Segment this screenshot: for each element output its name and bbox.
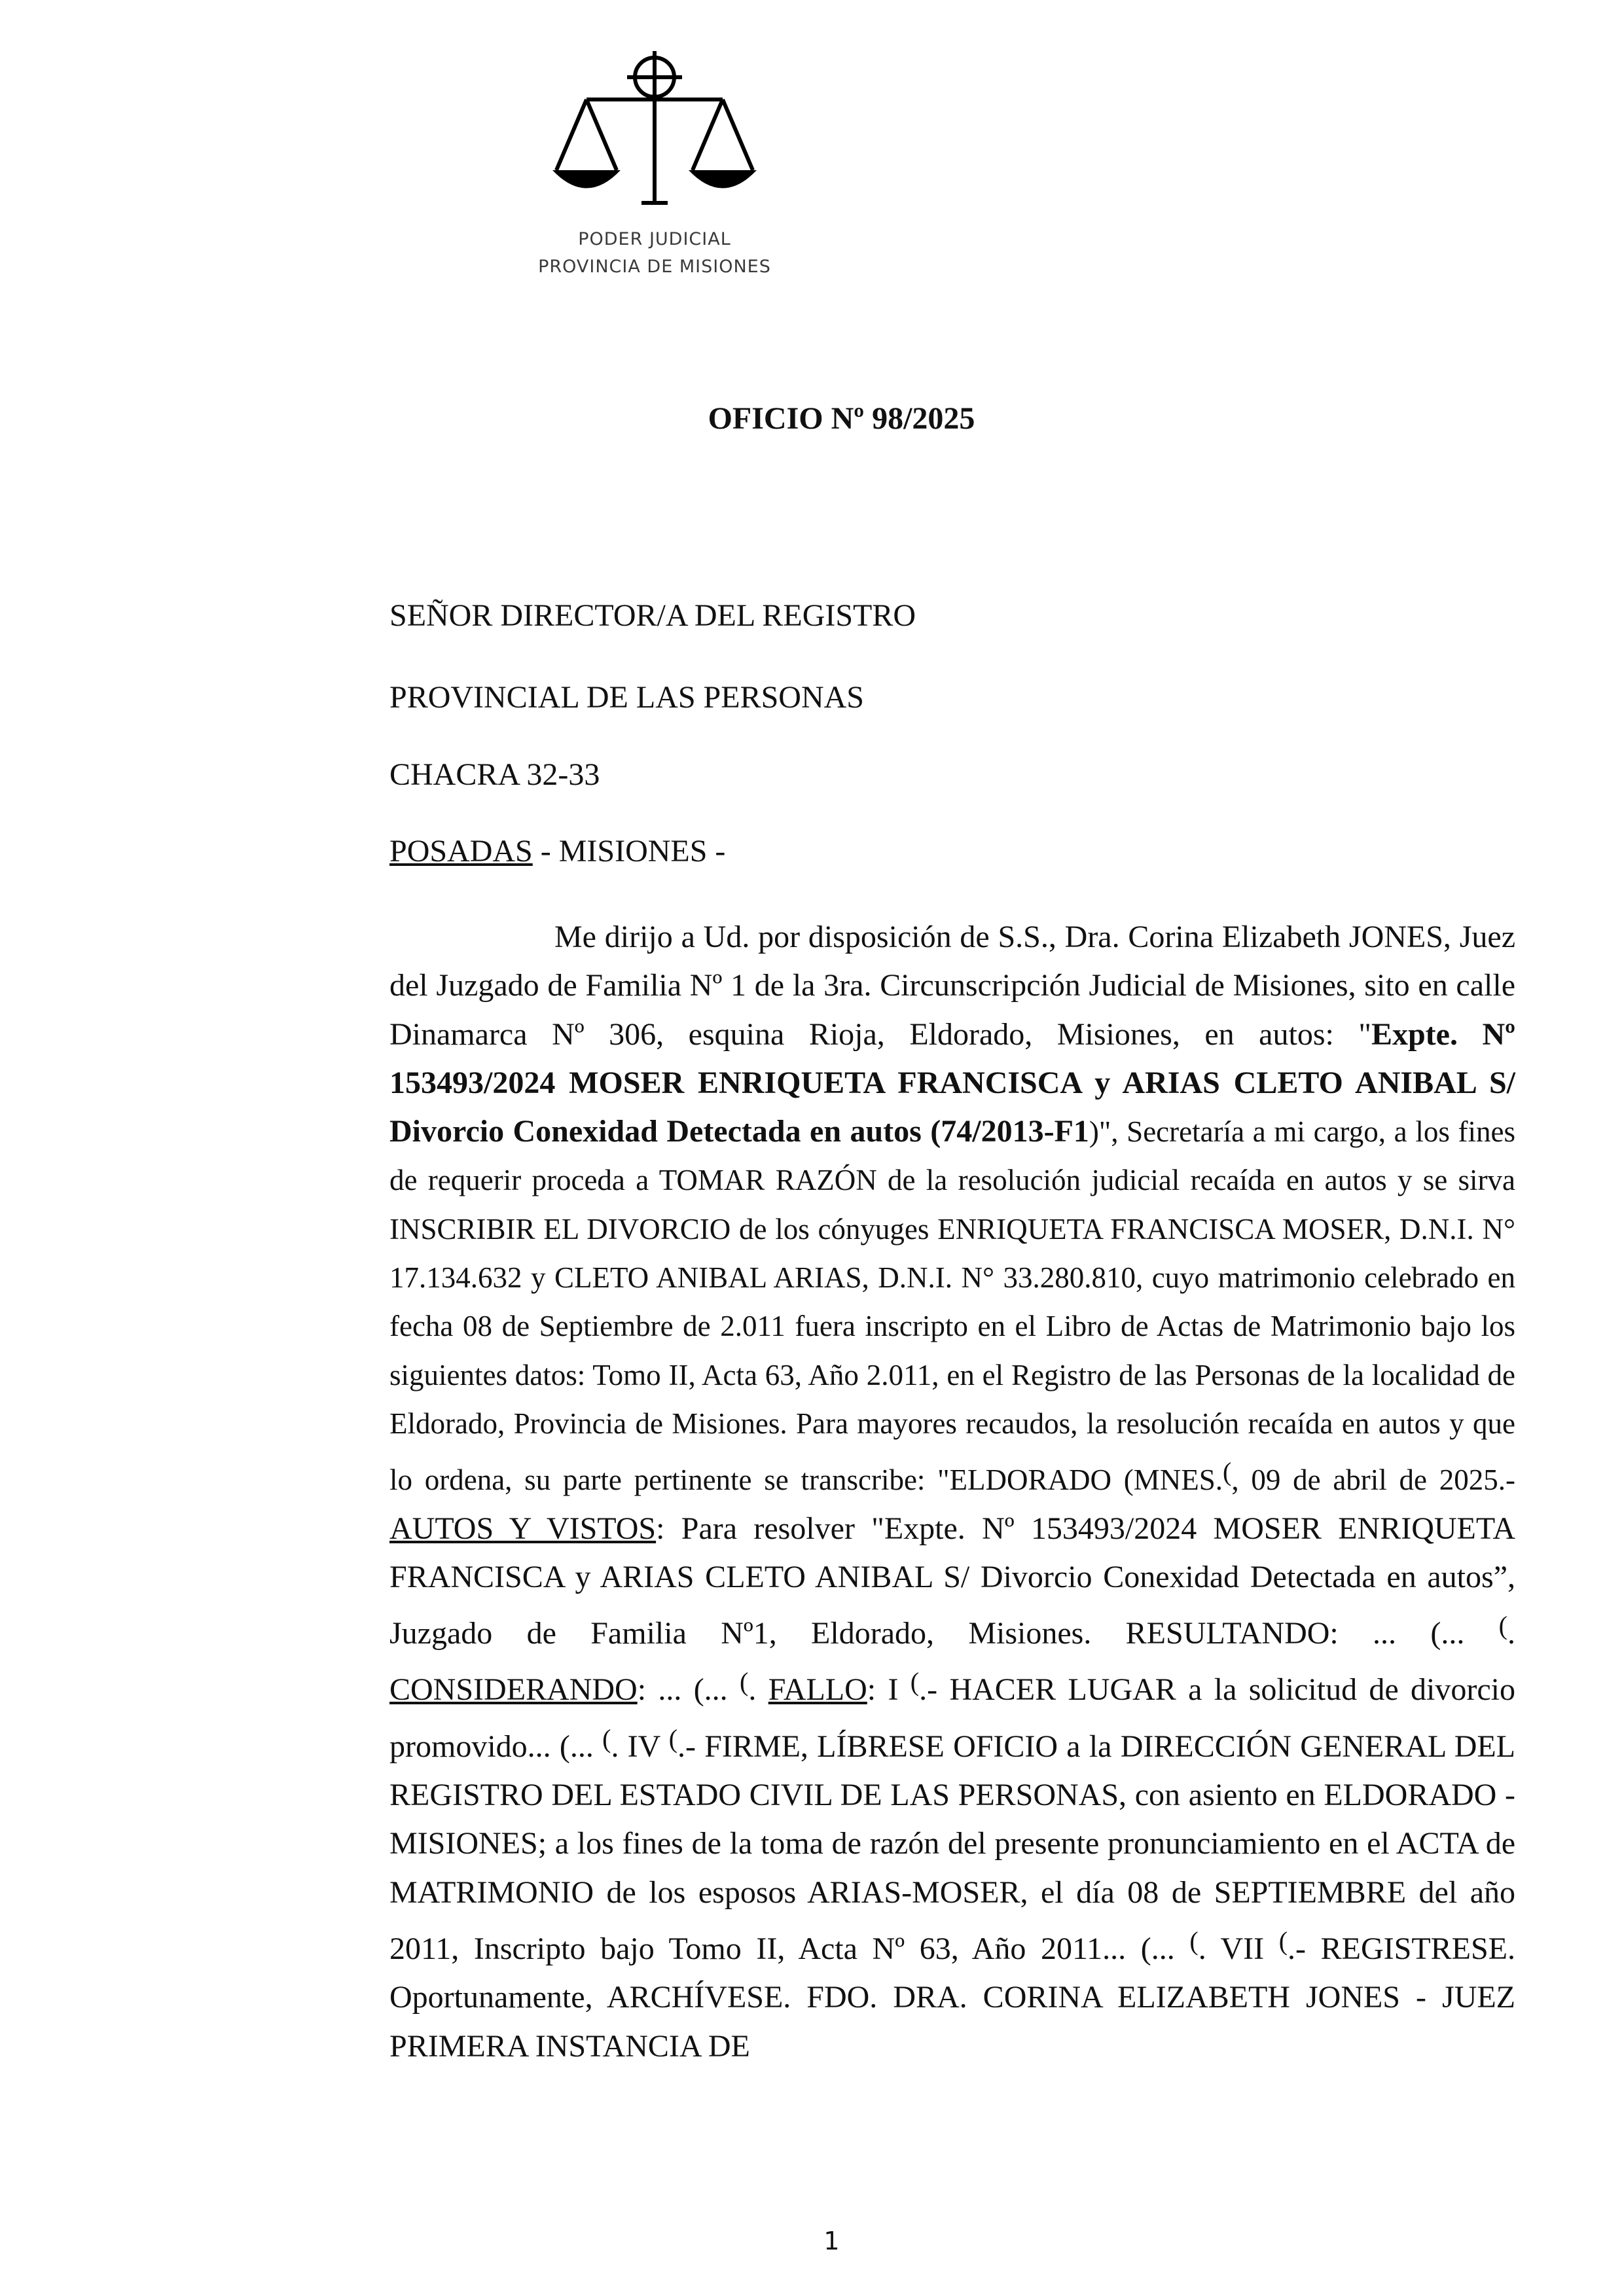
- body-text: Me dirijo a Ud. por disposición de S.S., Dra. Corina Elizabeth JONES, Juez del Juzgado de Familia Nº 1 de la 3ra. Circunscripción Judicial de Misiones, sito en calle Dinamarca Nº 306, esquina Rioja, Eldorado, Misiones, en autos: ": [389, 920, 1515, 1052]
- scales-of-justice-icon: [543, 39, 766, 223]
- recipient-city-line: [389, 833, 725, 869]
- body-text: )", Secretaría a mi cargo, a los fines de requerir proceda a TOMAR RAZÓN de la resolución judicial recaída en autos y se sirva INSCRIBIR EL DIVORCIO de los cónyuges ENRIQUETA FRANCISCA MOSER, D.N.I. N° 17.134.632 y CLETO ANIBAL ARIAS, D.N.I. N° 33.280.810, cuyo matrimonio celebrado en fecha 08 de Septiembre de 2.011 fuera inscripto en el Libro de Actas de Matrimonio bajo los siguientes datos: Tomo II, Acta 63, Año 2.011, en el Registro de las Personas de la localidad de Eldorado, Provincia de Misiones. Para mayores recaudos, la resolución recaída en autos y que lo ordena, su parte pertinente se transcribe: "ELDORADO (MNES.: [389, 1115, 1515, 1497]
- bracket-mark: (: [910, 1667, 920, 1697]
- recipient-line2: PROVINCIAL DE LAS PERSONAS: [389, 680, 864, 715]
- body-text: .: [748, 1672, 768, 1708]
- body-text: . VII: [1198, 1931, 1279, 1966]
- bracket-mark: (: [668, 1723, 678, 1753]
- court-logo: [504, 39, 805, 291]
- bracket-mark: (: [1498, 1611, 1507, 1641]
- body-text: . IV: [611, 1729, 669, 1764]
- bracket-mark: (: [602, 1723, 611, 1753]
- case-title: Expte. Nº 153493/2024 MOSER ENRIQUETA FRANCISCA y ARIAS CLETO ANIBAL S/ Divorcio Conexidad Detectada en autos (74/2013-F1: [389, 1016, 1516, 1149]
- letter-body: [389, 913, 1515, 2071]
- body-text: .- FIRME, LÍBRESE OFICIO a la DIRECCIÓN GENERAL DEL REGISTRO DEL ESTADO CIVIL DE LAS PERSONAS, con asiento en ELDORADO - MISIONES; a los fines de la toma de razón del presente pronunciamiento en el ACTA de MATRIMONIO de los esposos ARIAS-MOSER, el día 08 de SEPTIEMBRE del año 2011, Inscripto bajo Tomo II, Acta Nº 63, Año 2011... (...: [389, 1729, 1516, 1966]
- body-text: .: [1507, 1616, 1515, 1651]
- logo-caption-line1: PODER JUDICIAL: [578, 229, 731, 249]
- page-number: 1: [823, 2227, 840, 2255]
- recipient-line1: SEÑOR DIRECTOR/A DEL REGISTRO: [389, 598, 916, 633]
- section-considerando: CONSIDERANDO: [389, 1672, 638, 1708]
- recipient-line3: CHACRA 32-33: [389, 757, 600, 792]
- body-text: .- HACER LUGAR a la solicitud de divorcio promovido... (...: [389, 1672, 1516, 1764]
- bracket-mark: (: [1223, 1457, 1232, 1487]
- section-autos-y-vistos: AUTOS Y VISTOS: [389, 1511, 657, 1546]
- body-text: : ... (...: [637, 1672, 740, 1708]
- body-text: .- REGISTRESE. Oportunamente, ARCHÍVESE. FDO. DRA. CORINA ELIZABETH JONES - JUEZ PRIMERA INSTANCIA DE: [389, 1931, 1515, 2064]
- logo-caption-line2: PROVINCIA DE MISIONES: [538, 257, 771, 277]
- bracket-mark: (: [1278, 1926, 1288, 1956]
- section-fallo: FALLO: [768, 1672, 867, 1708]
- body-text: , 09 de abril de 2025.-: [1231, 1463, 1515, 1497]
- bracket-mark: (: [1189, 1926, 1199, 1956]
- document-title: OFICIO Nº 98/2025: [708, 401, 975, 436]
- recipient-province: - MISIONES -: [532, 834, 726, 869]
- recipient-city: POSADAS: [389, 834, 533, 869]
- body-text: : I: [867, 1672, 911, 1708]
- bracket-mark: (: [740, 1667, 749, 1697]
- body-text: : Para resolver "Expte. Nº 153493/2024 MOSER ENRIQUETA FRANCISCA y ARIAS CLETO ANIBAL S/ Divorcio Conexidad Detectada en autos”, Juzgado de Familia Nº1, Eldorado, Misiones. RESULTANDO: ... (...: [389, 1511, 1515, 1651]
